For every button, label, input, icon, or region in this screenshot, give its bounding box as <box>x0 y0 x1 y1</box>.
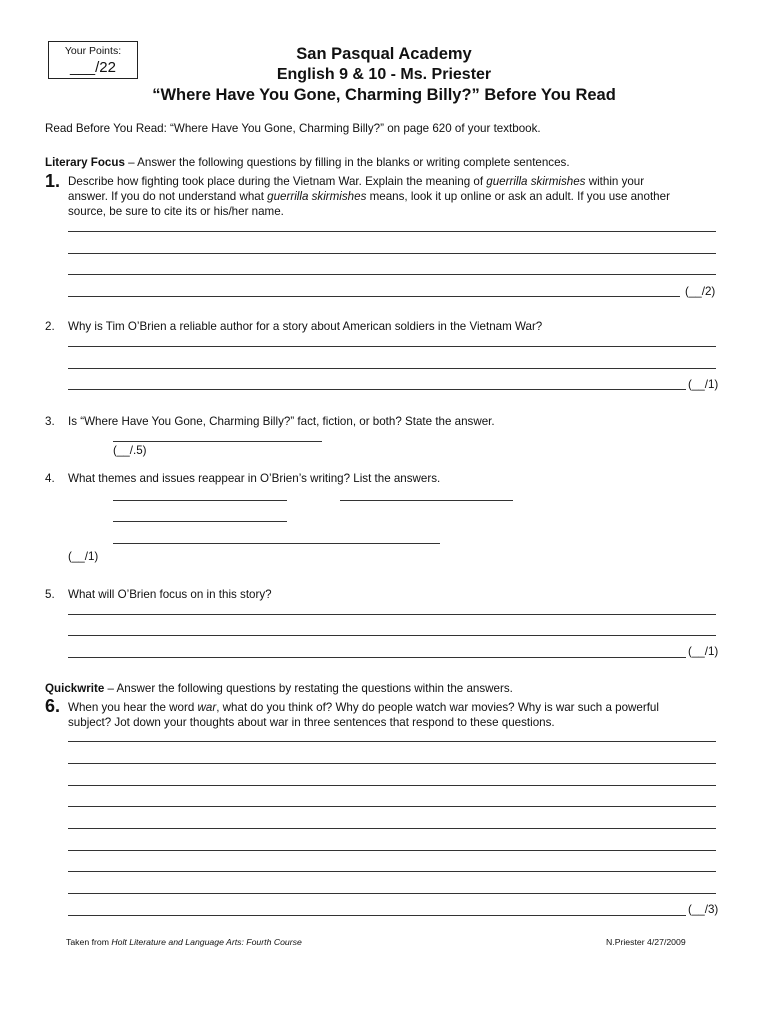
footer-author-date: N.Priester 4/27/2009 <box>606 937 686 947</box>
q3-score: (__/.5) <box>113 444 147 457</box>
q5-text: What will O’Brien focus on in this story? <box>68 588 272 601</box>
answer-line[interactable] <box>68 253 716 254</box>
q3-text: Is “Where Have You Gone, Charming Billy?” fact, fiction, or both? State the answer. <box>68 415 495 428</box>
answer-line[interactable] <box>68 871 716 872</box>
school-name: San Pasqual Academy <box>296 45 472 63</box>
q4-score: (__/1) <box>68 550 99 563</box>
course-name: English 9 & 10 - Ms. Priester <box>276 66 492 83</box>
points-label: Your Points: <box>64 45 122 57</box>
answer-line[interactable] <box>68 614 716 615</box>
q6-text-line1 <box>68 700 659 715</box>
q3-number: 3. <box>45 415 55 428</box>
answer-line[interactable] <box>68 850 716 851</box>
q2-score: (__/1) <box>688 378 719 391</box>
q6-term: war <box>197 701 217 714</box>
answer-line[interactable] <box>68 741 716 742</box>
footer-source <box>66 937 302 947</box>
quickwrite-instructions: – Answer the following questions by restating the questions within the answers. <box>104 682 513 695</box>
q4-text: What themes and issues reappear in O’Brien’s writing? List the answers. <box>68 472 441 485</box>
q1-text-line2 <box>68 189 670 204</box>
q6-text-line2: subject? Jot down your thoughts about war in three sentences that respond to these questions. <box>68 716 555 729</box>
footer-source-title: Holt Literature and Language Arts: Fourth Course <box>111 937 302 947</box>
q1-text: means, look it up online or ask an adult. If you use another <box>366 190 670 203</box>
answer-line[interactable] <box>113 441 322 442</box>
quickwrite-line <box>45 681 513 696</box>
answer-line[interactable] <box>68 389 686 390</box>
q6-text: , what do you think of? Why do people watch war movies? Why is war such a powerful <box>216 701 659 714</box>
answer-line[interactable] <box>68 231 716 232</box>
intro-text: Read Before You Read: “Where Have You Gone, Charming Billy?” on page 620 of your textbook. <box>45 122 541 135</box>
q2-number: 2. <box>45 320 55 333</box>
answer-line[interactable] <box>68 893 716 894</box>
points-value: ___/22 <box>70 59 116 76</box>
q2-text: Why is Tim O’Brien a reliable author for a story about American soldiers in the Vietnam War? <box>68 320 543 333</box>
q1-text: answer. If you do not understand what <box>68 190 268 203</box>
answer-line[interactable] <box>68 806 716 807</box>
answer-line[interactable] <box>113 521 287 522</box>
q5-score: (__/1) <box>688 645 719 658</box>
q1-text: within your <box>585 175 645 188</box>
answer-line[interactable] <box>68 368 716 369</box>
answer-line[interactable] <box>68 635 716 636</box>
q1-text-line1 <box>68 174 644 189</box>
literary-focus-heading: Literary Focus <box>45 156 125 169</box>
quickwrite-heading: Quickwrite <box>45 682 105 695</box>
literary-focus-line <box>45 155 570 170</box>
q1-number: 1. <box>45 171 61 191</box>
answer-line[interactable] <box>113 500 287 501</box>
q1-text: Describe how fighting took place during the Vietnam War. Explain the meaning of <box>68 175 487 188</box>
answer-line[interactable] <box>68 785 716 786</box>
q1-term: guerrilla skirmishes <box>267 190 367 203</box>
q5-number: 5. <box>45 588 55 601</box>
q1-term: guerrilla skirmishes <box>486 175 586 188</box>
answer-line[interactable] <box>68 915 686 916</box>
q1-text-line3: source, be sure to cite its or his/her name. <box>68 205 284 218</box>
answer-line[interactable] <box>68 828 716 829</box>
answer-line[interactable] <box>113 543 440 544</box>
answer-line[interactable] <box>68 346 716 347</box>
answer-line[interactable] <box>68 657 686 658</box>
literary-focus-instructions: – Answer the following questions by filling in the blanks or writing complete sentences. <box>124 156 570 169</box>
answer-line[interactable] <box>68 763 716 764</box>
q4-number: 4. <box>45 472 55 485</box>
footer-source-prefix: Taken from <box>66 937 112 947</box>
q6-text: When you hear the word <box>68 701 198 714</box>
q1-score: (__/2) <box>685 285 716 298</box>
page-title: “Where Have You Gone, Charming Billy?” Before You Read <box>152 86 616 104</box>
answer-line[interactable] <box>340 500 513 501</box>
answer-line[interactable] <box>68 296 680 297</box>
answer-line[interactable] <box>68 274 716 275</box>
q6-number: 6. <box>45 696 61 716</box>
q6-score: (__/3) <box>688 903 719 916</box>
